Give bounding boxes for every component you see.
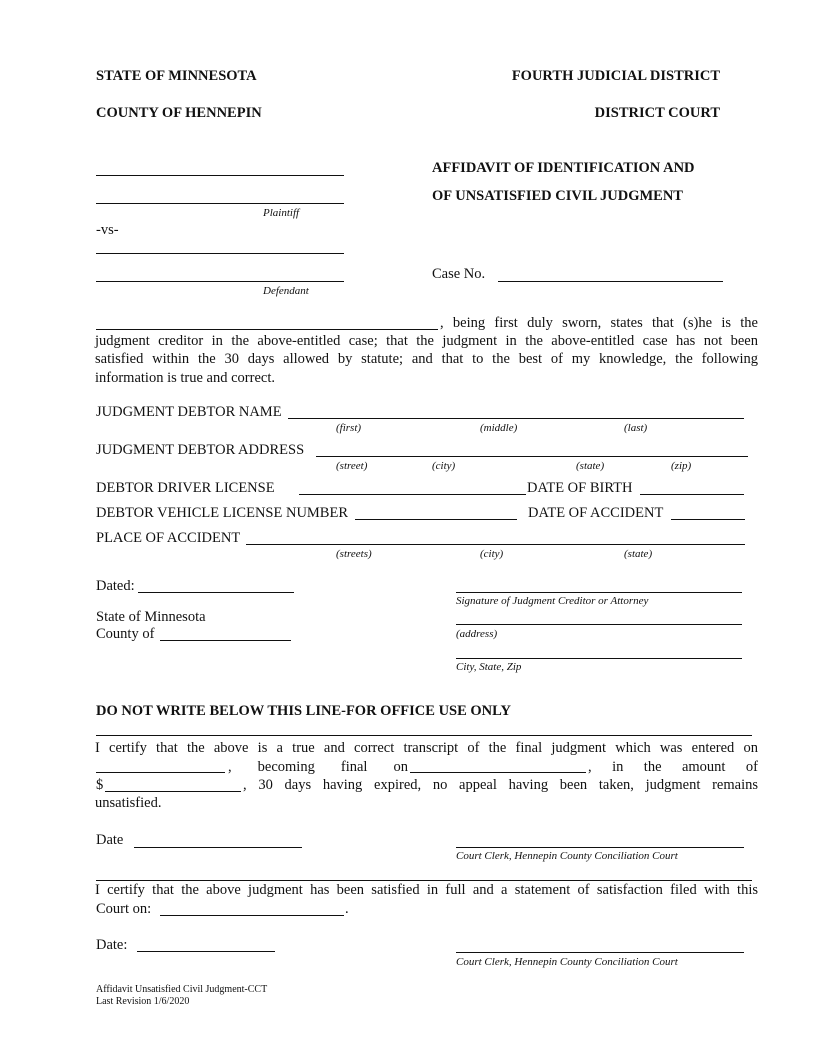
date-of-accident-label: DATE OF ACCIDENT <box>528 505 664 521</box>
certification-1-line-3: , 30 days having expired, no appeal having been taken, judgment remains <box>243 777 758 793</box>
place-of-accident-field[interactable] <box>246 544 745 545</box>
dated-label: Dated: <box>96 578 135 594</box>
plaintiff-line-1[interactable] <box>96 175 344 176</box>
date-of-accident-field[interactable] <box>671 519 745 520</box>
certification-2-line-1: I certify that the above judgment has been satisfied in full and a statement of satisfaction filed with this <box>95 882 758 898</box>
form-name-footer: Affidavit Unsatisfied Civil Judgment-CCT <box>96 984 268 995</box>
date-1-field[interactable] <box>134 847 302 848</box>
state-caption: (state) <box>576 460 605 472</box>
clerk-1-caption: Court Clerk, Hennepin County Conciliation Court <box>456 850 678 862</box>
address-field[interactable] <box>456 624 742 625</box>
court-on-period: . <box>345 901 349 917</box>
defendant-line-2[interactable] <box>96 281 344 282</box>
debtor-name-field[interactable] <box>288 418 744 419</box>
case-number-label: Case No. <box>432 266 486 282</box>
court-on-label: Court on: <box>96 901 152 917</box>
middle-name-caption: (middle) <box>480 422 518 434</box>
state-heading: STATE OF MINNESOTA <box>96 68 257 84</box>
clerk-1-signature-field[interactable] <box>456 847 744 848</box>
oath-line-4: information is true and correct. <box>95 370 275 386</box>
office-use-heading: DO NOT WRITE BELOW THIS LINE-FOR OFFICE USE ONLY <box>96 703 511 719</box>
date-2-field[interactable] <box>137 951 275 952</box>
clerk-2-caption: Court Clerk, Hennepin County Conciliation Court <box>456 956 678 968</box>
defendant-line-1[interactable] <box>96 253 344 254</box>
clerk-2-signature-field[interactable] <box>456 952 744 953</box>
form-title-line-2: OF UNSATISFIED CIVIL JUDGMENT <box>432 188 683 204</box>
date-of-birth-label: DATE OF BIRTH <box>527 480 633 496</box>
form-title-line-1: AFFIDAVIT OF IDENTIFICATION AND <box>432 160 695 176</box>
certification-1-line-1: I certify that the above is a true and correct transcript of the final judgment which was entered on <box>95 740 758 756</box>
address-caption: (address) <box>456 628 498 640</box>
court-on-date-field[interactable] <box>160 915 344 916</box>
judgment-amount-field[interactable] <box>105 791 241 792</box>
signature-field[interactable] <box>456 592 742 593</box>
affiant-name-field[interactable] <box>96 329 438 330</box>
dollar-sign: $ <box>96 777 104 793</box>
final-on-date-field[interactable] <box>410 772 586 773</box>
city-caption: (city) <box>432 460 456 472</box>
signature-caption: Signature of Judgment Creditor or Attorney <box>456 595 649 607</box>
place-of-accident-label: PLACE OF ACCIDENT <box>96 530 241 546</box>
driver-license-field[interactable] <box>299 494 526 495</box>
county-heading: COUNTY OF HENNEPIN <box>96 105 262 121</box>
county-of-label: County of <box>96 626 155 642</box>
dated-field[interactable] <box>138 592 294 593</box>
street-caption: (street) <box>336 460 368 472</box>
streets-caption: (streets) <box>336 548 372 560</box>
debtor-address-field[interactable] <box>316 456 748 457</box>
district-heading: FOURTH JUDICIAL DISTRICT <box>511 68 720 84</box>
plaintiff-caption: Plaintiff <box>263 207 300 219</box>
satisfaction-divider <box>96 880 752 881</box>
oath-line-3: satisfied within the 30 days allowed by statute; and that to the best of my knowledge, the following <box>95 351 758 367</box>
date-1-label: Date <box>96 832 124 848</box>
entered-on-date-field[interactable] <box>96 772 225 773</box>
court-heading: DISTRICT COURT <box>594 105 720 121</box>
state-of-minnesota-label: State of Minnesota <box>96 609 206 625</box>
oath-line-2: judgment creditor in the above-entitled case; that the judgment in the above-entitled case has not been <box>95 333 758 349</box>
case-number-field[interactable] <box>498 281 723 282</box>
date-2-label: Date: <box>96 937 128 953</box>
revision-footer: Last Revision 1/6/2020 <box>96 996 190 1007</box>
last-name-caption: (last) <box>624 422 648 434</box>
accident-city-caption: (city) <box>480 548 504 560</box>
certification-1-line-4: unsatisfied. <box>95 795 162 811</box>
debtor-name-label: JUDGMENT DEBTOR NAME <box>96 404 282 420</box>
versus-label: -vs- <box>96 222 119 238</box>
plaintiff-line-2[interactable] <box>96 203 344 204</box>
oath-line-1: , being first duly sworn, states that (s)he is the <box>440 315 758 331</box>
becoming-final-on-text: , becoming final on <box>228 759 408 775</box>
zip-caption: (zip) <box>671 460 692 472</box>
office-use-divider <box>96 735 752 736</box>
driver-license-label: DEBTOR DRIVER LICENSE <box>96 480 275 496</box>
first-name-caption: (first) <box>336 422 362 434</box>
in-the-amount-of-text: , in the amount of <box>588 759 758 775</box>
city-state-zip-field[interactable] <box>456 658 742 659</box>
city-state-zip-caption: City, State, Zip <box>456 661 522 673</box>
date-of-birth-field[interactable] <box>640 494 744 495</box>
accident-state-caption: (state) <box>624 548 653 560</box>
defendant-caption: Defendant <box>263 285 309 297</box>
debtor-address-label: JUDGMENT DEBTOR ADDRESS <box>96 442 305 458</box>
county-of-field[interactable] <box>160 640 291 641</box>
vehicle-license-label: DEBTOR VEHICLE LICENSE NUMBER <box>96 505 349 521</box>
vehicle-license-field[interactable] <box>355 519 517 520</box>
